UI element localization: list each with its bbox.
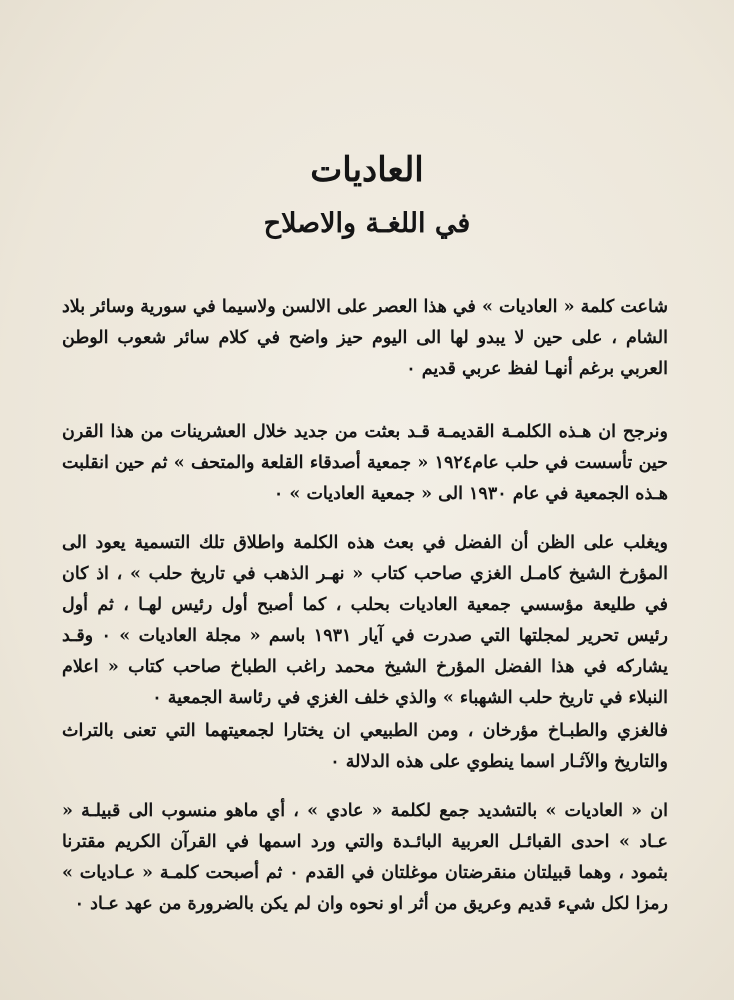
page-subtitle: في اللغـة والاصلاح <box>263 208 471 239</box>
page-title: العاديات <box>310 150 424 190</box>
paragraph-1: شاعت كلمة « العاديات » في هذا العصر على الالسن ولاسيما في سورية وسائر بلاد الشام ، على حين لا يبدو لها الى اليوم حيز واضح في كلام سائر شعوب الوطن العربي برغم أنهـا لفظ عربي قديم ٠ <box>62 296 668 379</box>
paragraph-3: ويغلب على الظن أن الفضل في بعث هذه الكلمة واطلاق تلك التسمية يعود الى المؤرخ الشيخ كامـل الغزي صاحب كتاب « نهـر الذهب في تاريخ حلب » ، اذ كان في طليعة مؤسسي جمعية العاديات بحلب ، كما أصبح أول رئيس لهـا ، ثم أول رئيس تحرير لمجلتها التي صدرت في آيار ١٩٣١ باسم « مجلة العاديات » ٠ وقـد يشاركه في هذا الفضل المؤرخ الشيخ محمد راغب الطباخ صاحب كتاب « اعلام النبلاء في تاريخ حلب الشهباء » والذي خلف الغزي في رئاسة الجمعية ٠ <box>62 532 668 708</box>
paragraph-2: ونرجح ان هـذه الكلمـة القديمـة قـد بعثت من جديد خلال العشرينات من هذا القرن حين تأسست في حلب عام١٩٢٤ « جمعية أصدقاء القلعة والمتحف » ثم حين انقلبت هـذه الجمعية في عام ١٩٣٠ الى « جمعية العاديات » ٠ <box>62 421 668 504</box>
paragraph-4: فالغزي والطبـاخ مؤرخان ، ومن الطبيعي ان يختارا لجمعيتهما التي تعنى بالتراث والتاريخ والآثـار اسما ينطوي على هذه الدلالة ٠ <box>62 720 668 772</box>
paragraph-5: ان « العاديات » بالتشديد جمع لكلمة « عادي » ، أي ماهو منسوب الى قبيلـة « عـاد » احدى القبائـل العربية البائـدة والتي ورد اسمها في القرآن الكريم مقترنا بثمود ، وهما قبيلتان منقرضتان موغلتان في القدم ٠ ثم أصبحت كلمـة « عـاديات » رمزا لكل شيء قديم وعريق من أثر او نحوه وان لم يكن بالضرورة من عهد عـاد ٠ <box>62 800 668 914</box>
